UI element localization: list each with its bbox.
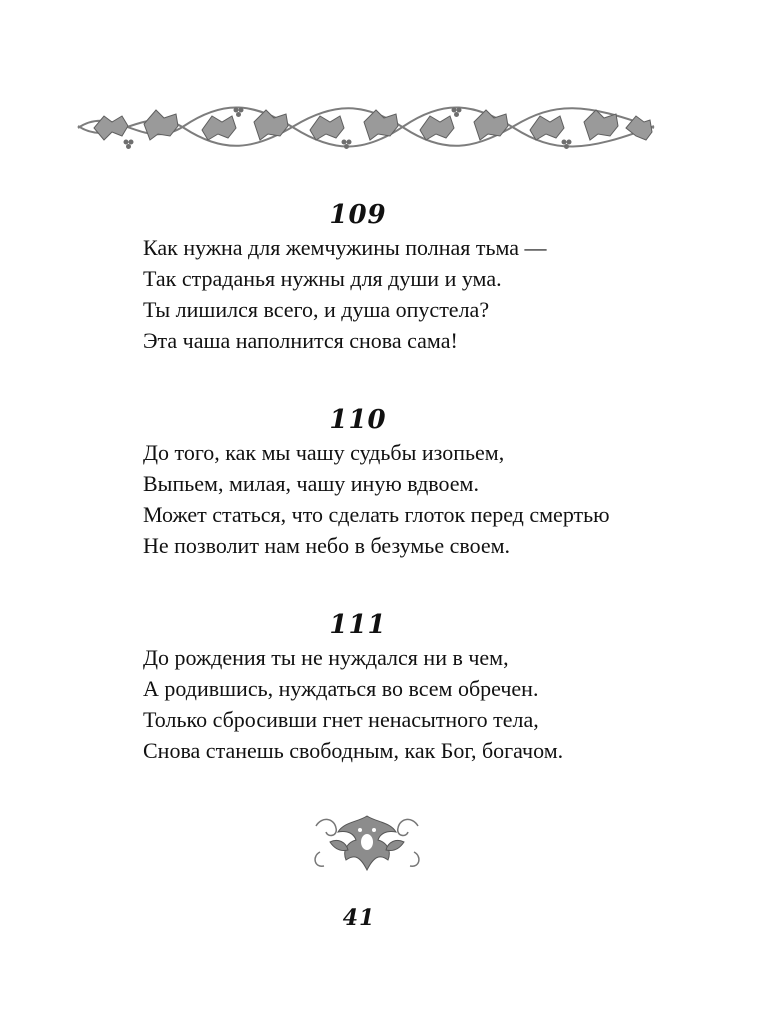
poem-line: Снова станешь свободным, как Бог, богачом. <box>143 738 564 763</box>
stanza-109 <box>143 200 663 356</box>
stanza-number: 111 <box>329 610 387 640</box>
stanza-110 <box>143 405 663 561</box>
grapevine-border-icon <box>74 98 658 156</box>
poem-line: Эта чаша наполнится снова сама! <box>143 328 458 353</box>
stanza-number: 109 <box>329 200 387 230</box>
page-number: 41 <box>342 905 376 931</box>
poem-line: До того, как мы чашу судьбы изопьем, <box>143 440 505 465</box>
poem-line: Ты лишился всего, и душа опустела? <box>143 297 490 322</box>
stanza-111 <box>143 610 663 766</box>
poem-line: Может статься, что сделать глоток перед смертью <box>143 502 610 527</box>
poem-line: Только сбросивши гнет ненасытного тела, <box>143 707 539 732</box>
poem-line: Так страданья нужны для души и ума. <box>143 266 502 291</box>
poem-line: Выпьем, милая, чашу иную вдвоем. <box>143 471 479 496</box>
poem-line: До рождения ты не нуждался ни в чем, <box>143 645 509 670</box>
poem-line: А родившись, нуждаться во всем обречен. <box>143 676 539 701</box>
floral-vignette-icon <box>308 812 426 874</box>
poem-line: Как нужна для жемчужины полная тьма — <box>143 235 547 260</box>
stanza-number: 110 <box>329 405 387 435</box>
poem-line: Не позволит нам небо в безумье своем. <box>143 533 511 558</box>
